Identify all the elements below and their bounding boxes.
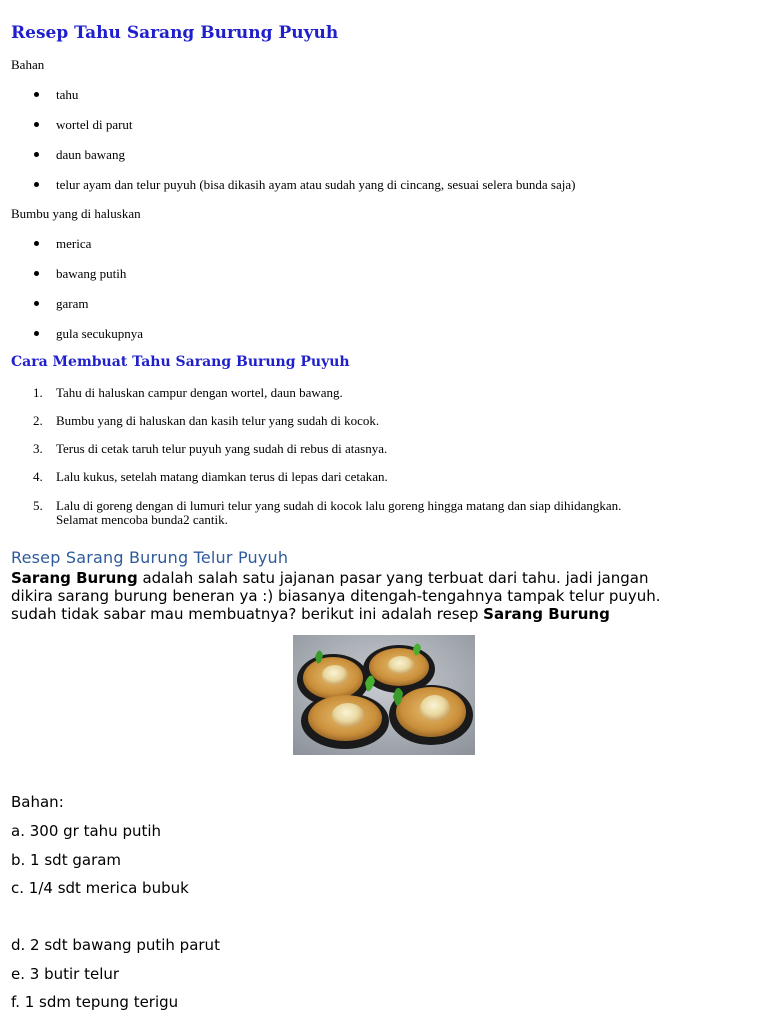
list-item: bawang putih <box>56 266 127 281</box>
bullet-icon <box>34 331 39 336</box>
recipe-title: Resep Tahu Sarang Burung Puyuh <box>11 23 339 43</box>
step-text: Lalu kukus, setelah matang diamkan terus di lepas dari cetakan. <box>56 469 388 484</box>
step-number: 4. <box>33 469 43 484</box>
intro-bold-term: Sarang Burung <box>11 569 138 587</box>
ingredient-item: e. 3 butir telur <box>11 965 120 983</box>
list-item: telur ayam dan telur puyuh (bisa dikasih ayam atau sudah yang di cincang, sesuai selera bunda saja) <box>56 177 576 192</box>
ingredient-item: f. 1 sdm tepung terigu <box>11 993 179 1011</box>
bullet-icon <box>34 122 39 127</box>
list-item: garam <box>56 296 89 311</box>
list-item: tahu <box>56 87 79 102</box>
step-number: 5. <box>33 498 43 513</box>
bullet-icon <box>34 152 39 157</box>
bahan-label: Bahan <box>11 57 45 72</box>
step-number: 3. <box>33 441 43 456</box>
list-item: merica <box>56 236 92 251</box>
step-text: Terus di cetak taruh telur puyuh yang sudah di rebus di atasnya. <box>56 441 388 456</box>
intro-line-1: Sarang Burung adalah salah satu jajanan pasar yang terbuat dari tahu. jadi jangan <box>11 569 649 587</box>
bullet-icon <box>34 92 39 97</box>
step-number: 1. <box>33 385 43 400</box>
ingredient-item: b. 1 sdt garam <box>11 851 122 869</box>
section-title: Resep Sarang Burung Telur Puyuh <box>11 548 289 567</box>
ingredient-item: c. 1/4 sdt merica bubuk <box>11 879 189 897</box>
bullet-icon <box>34 301 39 306</box>
step-text: Lalu di goreng dengan di lumuri telur yang sudah di kocok lalu goreng hingga matang dan siap dihidangkan. <box>56 498 622 513</box>
step-text: Tahu di haluskan campur dengan wortel, daun bawang. <box>56 385 343 400</box>
intro-line-2: dikira sarang burung beneran ya :) biasanya ditengah-tengahnya tampak telur puyuh. <box>11 587 661 605</box>
bullet-icon <box>34 271 39 276</box>
step-number: 2. <box>33 413 43 428</box>
intro-bold-term: Sarang Burung <box>483 605 610 623</box>
bullet-icon <box>34 182 39 187</box>
step-text-continued: Selamat mencoba bunda2 cantik. <box>56 512 228 527</box>
list-item: gula secukupnya <box>56 326 144 341</box>
bahan-heading: Bahan: <box>11 793 64 811</box>
ingredient-item: a. 300 gr tahu putih <box>11 822 162 840</box>
method-title: Cara Membuat Tahu Sarang Burung Puyuh <box>11 354 350 370</box>
ingredient-item: d. 2 sdt bawang putih parut <box>11 936 220 954</box>
list-item: daun bawang <box>56 147 125 162</box>
step-text: Bumbu yang di haluskan dan kasih telur yang sudah di kocok. <box>56 413 380 428</box>
bullet-icon <box>34 241 39 246</box>
bumbu-label: Bumbu yang di haluskan <box>11 206 141 221</box>
intro-line-3: sudah tidak sabar mau membuatnya? berikut ini adalah resep Sarang Burung <box>11 605 610 623</box>
list-item: wortel di parut <box>56 117 133 132</box>
sarang-burung-photo <box>293 635 475 755</box>
